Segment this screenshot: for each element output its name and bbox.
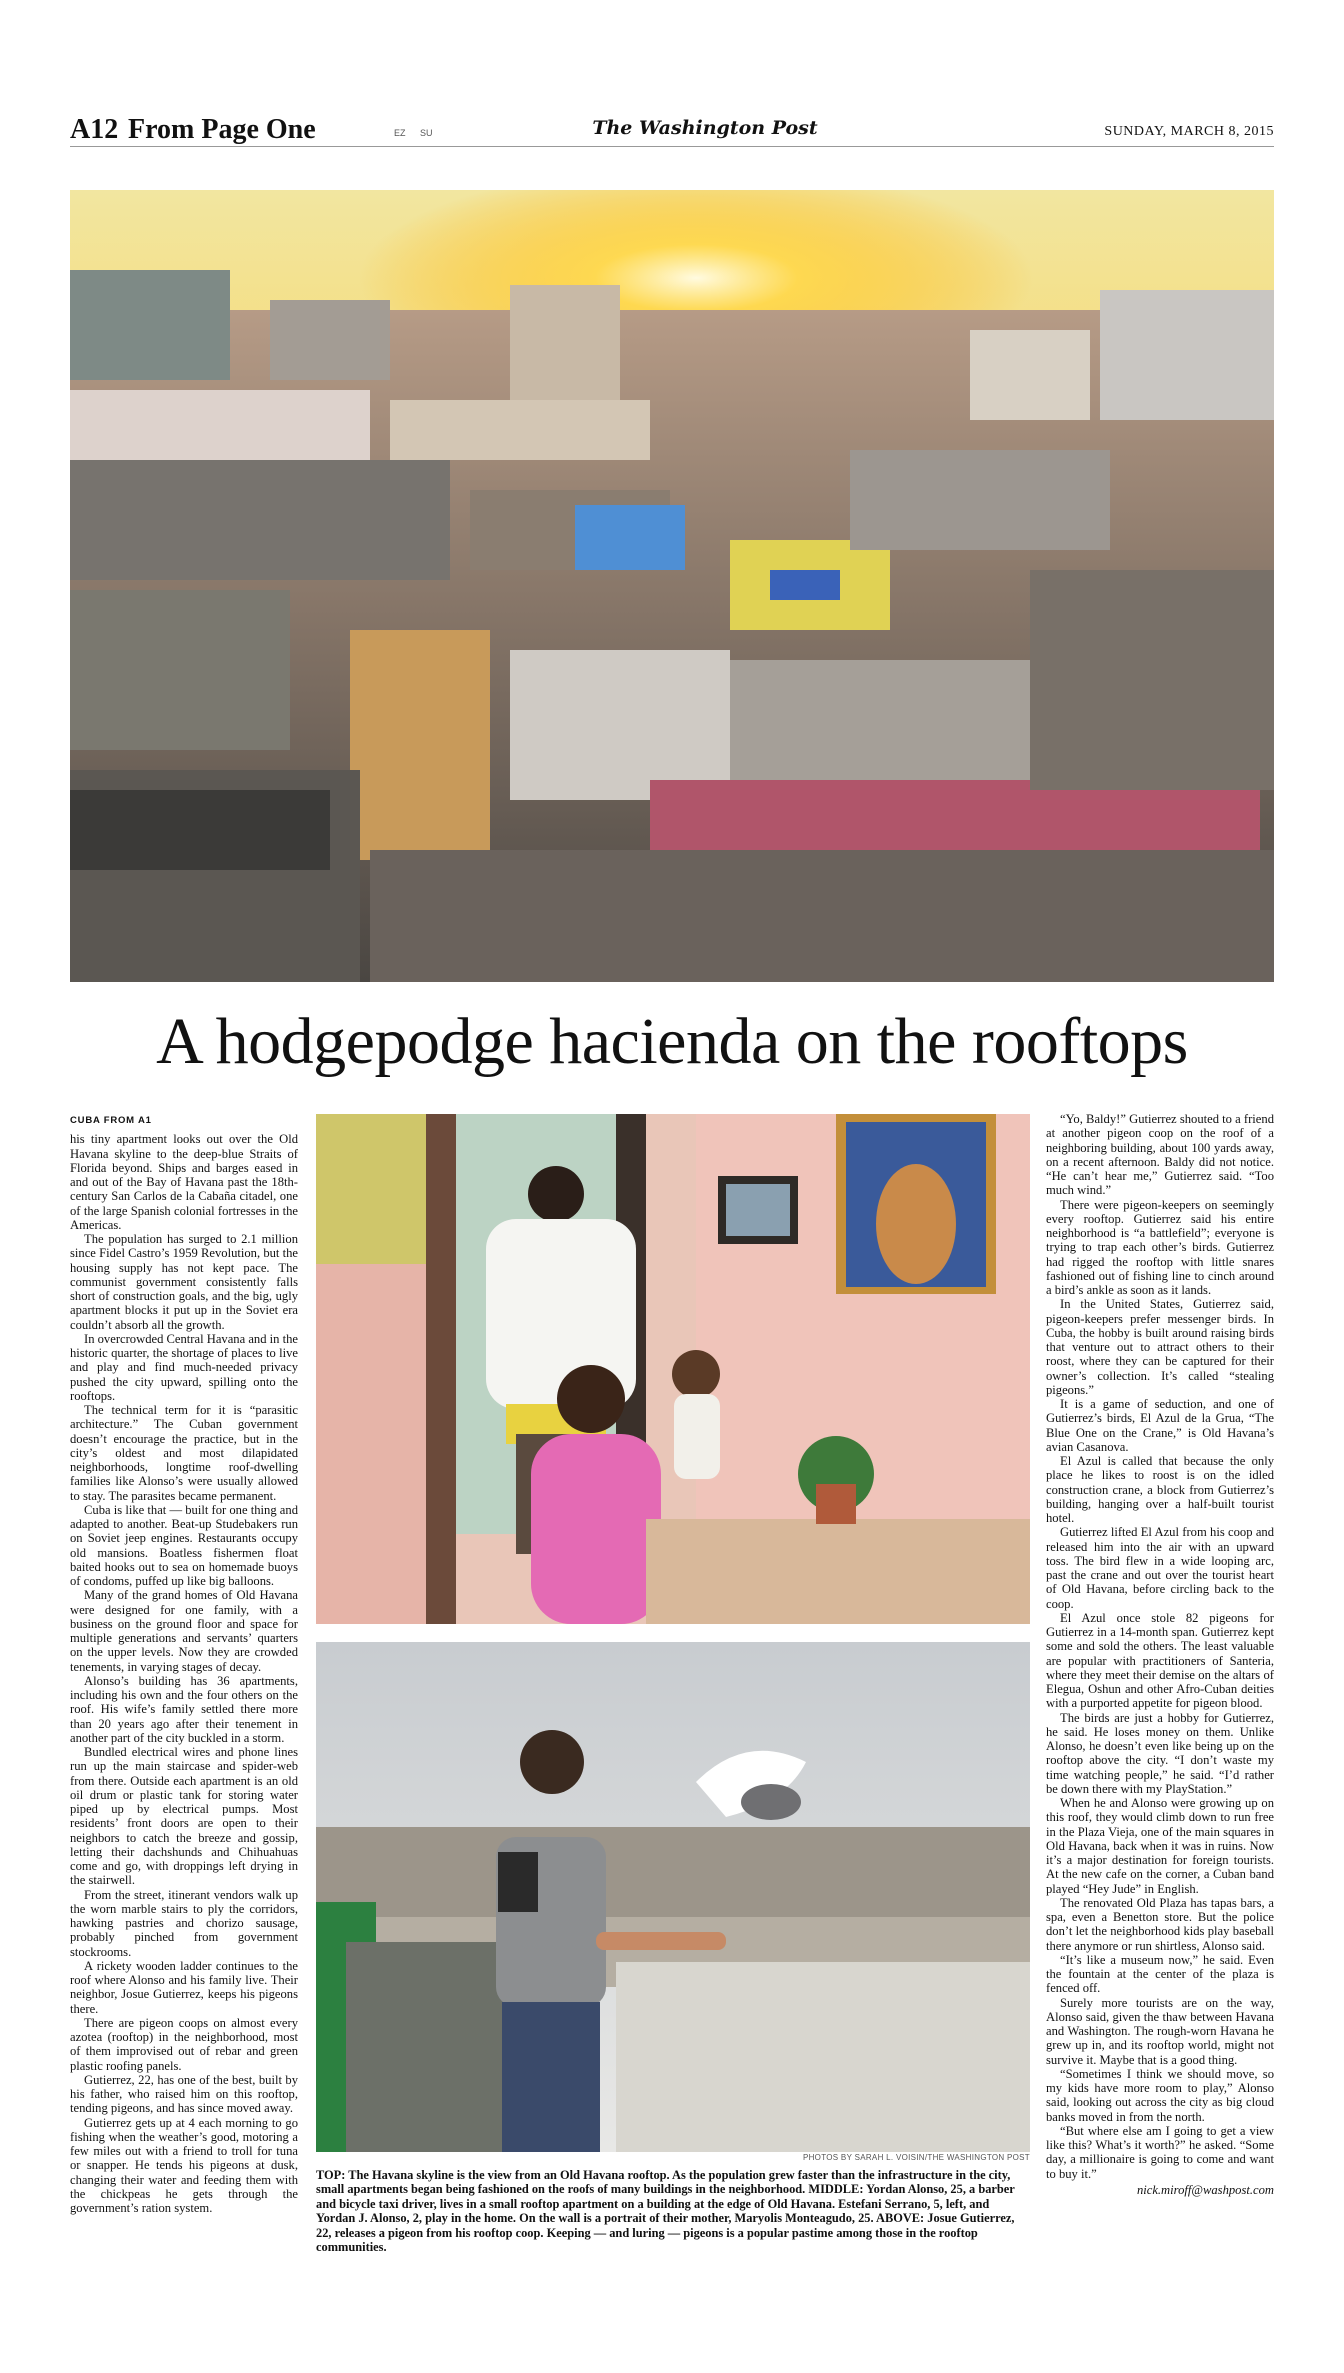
issue-date: SUNDAY, MARCH 8, 2015	[1104, 124, 1274, 139]
headline: A hodgepodge hacienda on the rooftops	[156, 1005, 1188, 1078]
article-paragraph: When he and Alonso were growing up on this roof, they would climb down to run free in the Plaza Vieja, one of the main squares in Old Havana, back when it was in ruins. Now it’s a major destination for foreign tourists. At the new cafe on the corner, a Cuban band played “Hey Jude” in English.	[1046, 1796, 1274, 1896]
article-paragraph: Many of the grand homes of Old Havana were designed for one family, with a business on the ground floor and space for multiple generations and servants’ quarters on the upper levels. Now they are crowded tenements, in varying stages of decay.	[70, 1588, 298, 1674]
article-paragraph: Gutierrez lifted El Azul from his coop and released him into the air with an upward toss. The bird flew in a wide looping arc, past the crane and out over the tourist heart of Old Havana, before circling back to the coop.	[1046, 1525, 1274, 1611]
article-paragraph: The population has surged to 2.1 million since Fidel Castro’s 1959 Revolution, but the housing supply has not kept pace. The communist government consistently falls short of construction goals, and the big, ugly apartment blocks it put up in the Soviet era couldn’t absorb all the growth.	[70, 1232, 298, 1332]
photo-credit: PHOTOS BY SARAH L. VOISIN/THE WASHINGTON POST	[802, 2153, 1030, 2162]
article-paragraph: Gutierrez gets up at 4 each morning to go fishing when the weather’s good, motoring a few miles out with a friend to troll for tuna or snapper. He tends his pigeons at dusk, changing their water and feeding them with the chickpeas he gets through the government’s ration system.	[70, 2115, 298, 2215]
article-paragraph: “Yo, Baldy!” Gutierrez shouted to a friend at another pigeon coop on the roof of a neighboring building, about 100 yards away, on a recent afternoon. Baldy did not notice. “He can’t hear me,” Gutierrez said. “Too much wind.”	[1046, 1112, 1274, 1198]
article-paragraph: The birds are just a hobby for Gutierrez, he said. He loses money on them. Unlike Alonso, he doesn’t even like being up on the rooftop above the city. “I don’t waste my time watching people,” he said. “I’d rather be down there with my PlayStation.”	[1046, 1710, 1274, 1796]
article-paragraph: Gutierrez, 22, has one of the best, built by his father, who raised him on this rooftop, tending pigeons, and has since moved away.	[70, 2072, 298, 2116]
section-title: From Page One	[128, 114, 316, 145]
article-paragraph: Cuba is like that — built for one thing and adapted to another. Beat-up Studebakers run on Soviet jeep engines. Restaurants occupy old mansions. Boatless fishermen float baited hooks out to sea on homemade buoys of condoms, puffed up like big balloons.	[70, 1502, 298, 1588]
article-paragraph: A rickety wooden ladder continues to the roof where Alonso and his family live. Their neighbor, Josue Gutierrez, keeps his pigeons there.	[70, 1958, 298, 2016]
article-paragraph: The renovated Old Plaza has tapas bars, a spa, even a Benetton store. But the police don’t let the neighborhood kids play baseball there anymore or run shirtless, Alonso said.	[1046, 1895, 1274, 1953]
edition-code: EZ	[394, 128, 406, 138]
article-paragraph: Surely more tourists are on the way, Alonso said, given the thaw between Havana and Washington. The rough-worn Havana he grew up in, and its rooftop world, might not survive it. Maybe that is a good thing.	[1046, 1995, 1274, 2067]
article-paragraph: El Azul once stole 82 pigeons for Gutierrez in a 14-month span. Gutierrez kept some and sold the others. The least valuable are popular with practitioners of Santeria, where they meet their demise on the altars of Elegua, Oshun and other Afro-Cuban deities with a purported appetite for pigeon blood.	[1046, 1610, 1274, 1711]
newspaper-nameplate: The Washington Post	[592, 117, 818, 139]
article-paragraph: There were pigeon-keepers on seemingly every rooftop. Gutierrez said his entire neighborhood is “a battlefield”; everyone is trying to trap each other’s birds. Gutierrez had rigged the rooftop with little snares fashioned out of fishing line to cinch around a bird’s ankle as soon as it lands.	[1046, 1197, 1274, 1297]
jump-label: CUBA FROM A1	[70, 1115, 152, 1126]
article-paragraph: Bundled electrical wires and phone lines run up the main staircase and spider-web from there. Outside each apartment is an old oil drum or plastic tank for storing water piped up by electrical pumps. Most residents’ front doors are open to their neighbors to catch the breeze and gossip, letting their dachshunds and Chihuahuas come and go, with droppings left drying in the stairwell.	[70, 1745, 298, 1888]
article-paragraph: his tiny apartment looks out over the Old Havana skyline to the deep-blue Straits of Florida beyond. Ships and barges eased in and out of the Bay of Havana past the 18th-century San Carlos de la Cabaña citadel, one of the large Spanish colonial fortresses in the Americas.	[70, 1132, 298, 1232]
page-header	[70, 112, 1274, 147]
article-paragraph: The technical term for it is “parasitic architecture.” The Cuban government doesn’t encourage the practice, but in the city’s oldest and most dilapidated neighborhoods, longtime roof-dwelling families like Alonso’s were usually allowed to stay. The parasites became permanent.	[70, 1403, 298, 1503]
article-paragraph: It is a game of seduction, and one of Gutierrez’s birds, El Azul de la Grua, “The Blue One on the Crane,” is Old Havana’s avian Casanova.	[1046, 1397, 1274, 1454]
article-paragraph: “But where else am I going to get a view like this? What’s it worth?” he asked. “Some day, a millionaire is going to come and want to buy it.”	[1046, 2123, 1274, 2181]
article-paragraph: El Azul is called that because the only place he likes to roost is on the idled construction crane, a block from Gutierrez’s building, hanging over a half-built tourist hotel.	[1046, 1454, 1274, 1525]
article-paragraph: “It’s like a museum now,” he said. Even the fountain at the center of the plaza is fenced off.	[1046, 1952, 1274, 1996]
article-paragraph: There are pigeon coops on almost every azotea (rooftop) in the neighborhood, most of them improvised out of rebar and green plastic roofing panels.	[70, 2015, 298, 2073]
article-paragraph: In the United States, Gutierrez said, pigeon-keepers prefer messenger birds. In Cuba, the hobby is built around raising birds that venture out to attract others to their roost, where they can be captured for their owner’s collection. It’s called “stealing pigeons.”	[1046, 1297, 1274, 1397]
pigeon-release-photo	[316, 1642, 1030, 2152]
rooftop-apartment-photo	[316, 1114, 1030, 1624]
article-column-left	[70, 1114, 298, 2215]
author-email: nick.miroff@washpost.com	[1136, 2182, 1274, 2197]
page-number: A12	[70, 114, 119, 145]
article-paragraph: From the street, itinerant vendors walk up the worn marble stairs to ply the corridors, hawking pastries and chorizo sausage, probably pinched from government stockrooms.	[70, 1887, 298, 1959]
article-paragraph: “Sometimes I think we should move, so my kids have more room to play,” Alonso said, looking out across the city as big cloud banks moved in from the north.	[1046, 2066, 1274, 2124]
edition-code: SU	[420, 128, 433, 138]
havana-skyline-photo	[70, 190, 1274, 982]
article-paragraph: In overcrowded Central Havana and in the historic quarter, the shortage of places to live and play and find much-needed privacy pushed the city upward, spilling onto the rooftops.	[70, 1331, 299, 1403]
photo-caption: TOP: The Havana skyline is the view from an Old Havana rooftop. As the population grew faster than the infrastructure in the city, small apartments began being fashioned on the roofs of many buildings in the neighborhood. MIDDLE: Yordan Alonso, 25, a barber and bicycle taxi driver, lives in a small rooftop apartment on a building at the edge of Old Havana. Estefani Serrano, 5, left, and Yordan J. Alonso, 2, play in the home. On the wall is a portrait of their mother, Maryolis Monteagudo, 25. ABOVE: Josue Gutierrez, 22, releases a pigeon from his rooftop coop. Keeping — and luring — pigeons is a popular pastime among those in the rooftop communities.	[316, 2168, 1015, 2255]
article-column-right	[1046, 1112, 1274, 2197]
article-paragraph: Alonso’s building has 36 apartments, including his own and the four others on the roof. His wife’s family settled there more than 20 years ago after their tenement in another part of the city buckled in a storm.	[70, 1673, 298, 1745]
